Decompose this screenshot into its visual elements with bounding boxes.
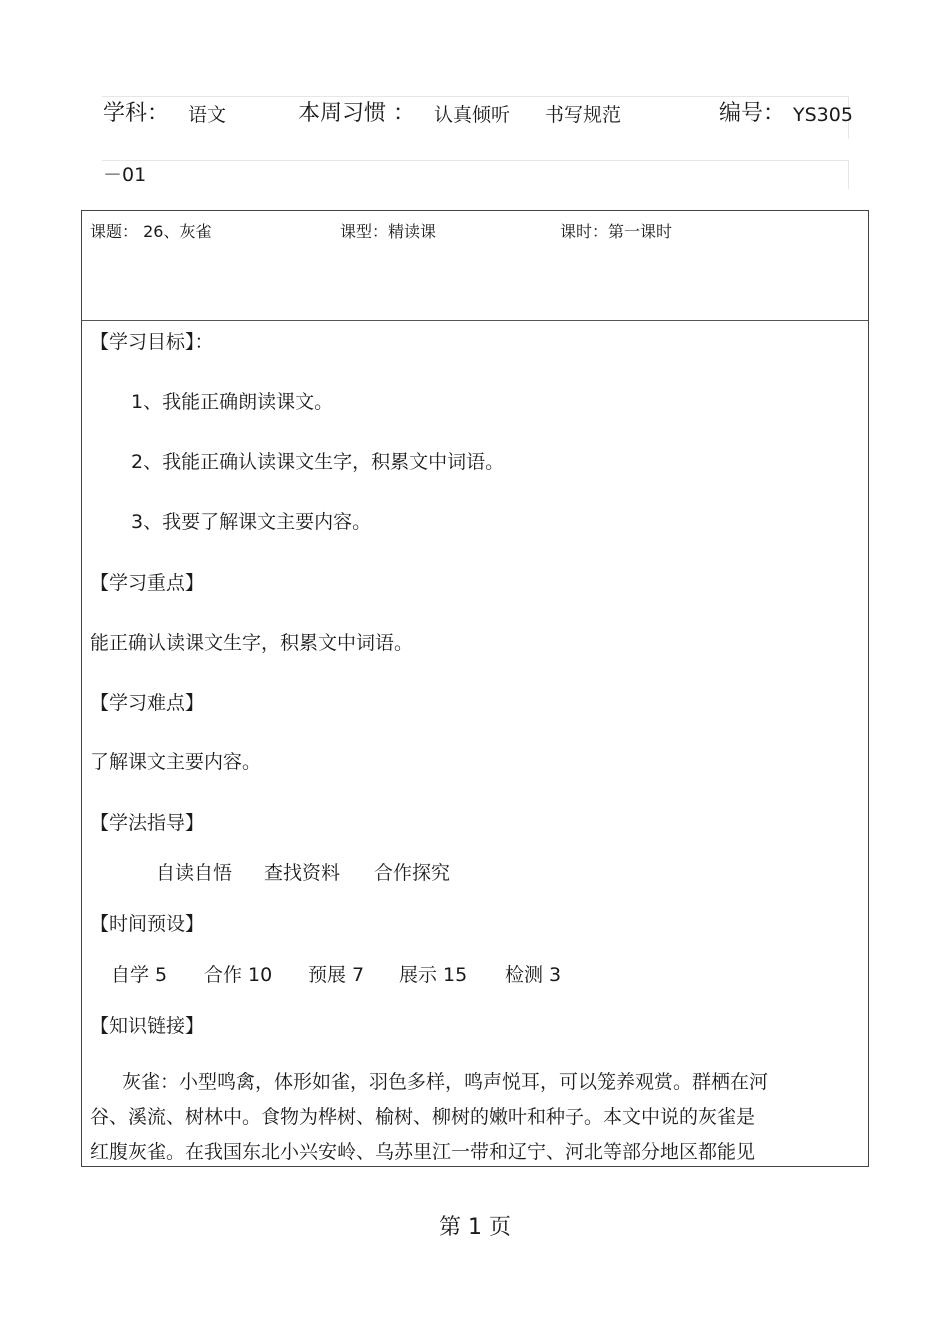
goal-item-1: 1、我能正确朗读课文。: [131, 391, 334, 413]
method-item-2: 查找资料: [264, 862, 341, 884]
number-suffix: －01: [103, 164, 147, 186]
knowledge-line-1: 灰雀：小型鸣禽，体形如雀，羽色多样，鸣声悦耳，可以笼养观赏。群栖在河: [122, 1071, 769, 1093]
lesson-topic: 课题： 26、灰雀: [90, 222, 212, 241]
goal-item-2: 2、我能正确认读课文生字，积累文中词语。: [131, 451, 505, 473]
subject-value: 语文: [188, 104, 227, 126]
subject-label: 学科：: [103, 101, 170, 126]
difficulty-title: 【学习难点】: [90, 692, 205, 714]
lesson-plan-table: [81, 210, 869, 1167]
difficulty-text: 了解课文主要内容。: [90, 751, 262, 773]
number-label: 编号：: [719, 101, 786, 126]
knowledge-line-2: 谷、溪流、树林中。食物为桦树、榆树、柳树的嫩叶和种子。本文中说的灰雀是: [90, 1106, 756, 1128]
method-item-3: 合作探究: [374, 862, 451, 884]
time-title: 【时间预设】: [90, 913, 205, 935]
knowledge-title: 【知识链接】: [90, 1015, 205, 1037]
habit-label: 本周习惯 ：: [298, 101, 415, 126]
page-number: 第 1 页: [439, 1215, 511, 1240]
goal-item-3: 3、我要了解课文主要内容。: [131, 511, 372, 533]
knowledge-line-3: 红腹灰雀。在我国东北小兴安岭、乌苏里江一带和辽宁、河北等部分地区都能见: [90, 1141, 756, 1163]
header-row-continuation: [102, 160, 849, 189]
lesson-type: 课型：精读课: [340, 222, 437, 241]
time-item-4: 展示 15: [399, 964, 468, 986]
method-item-1: 自读自悟: [156, 862, 233, 884]
table-divider: [82, 320, 868, 321]
time-item-2: 合作 10: [204, 964, 273, 986]
habit-value-1: 认真倾听: [434, 104, 511, 126]
lesson-period: 课时：第一课时: [560, 222, 673, 241]
method-title: 【学法指导】: [90, 812, 205, 834]
time-item-5: 检测 3: [505, 964, 562, 986]
number-value: YS305: [793, 104, 853, 126]
time-item-3: 预展 7: [308, 964, 365, 986]
goals-title: 【学习目标】：: [90, 331, 214, 353]
time-item-1: 自学 5: [111, 964, 168, 986]
focus-title: 【学习重点】: [90, 572, 205, 594]
focus-text: 能正确认读课文生字，积累文中词语。: [90, 632, 414, 654]
habit-value-2: 书写规范: [545, 104, 622, 126]
